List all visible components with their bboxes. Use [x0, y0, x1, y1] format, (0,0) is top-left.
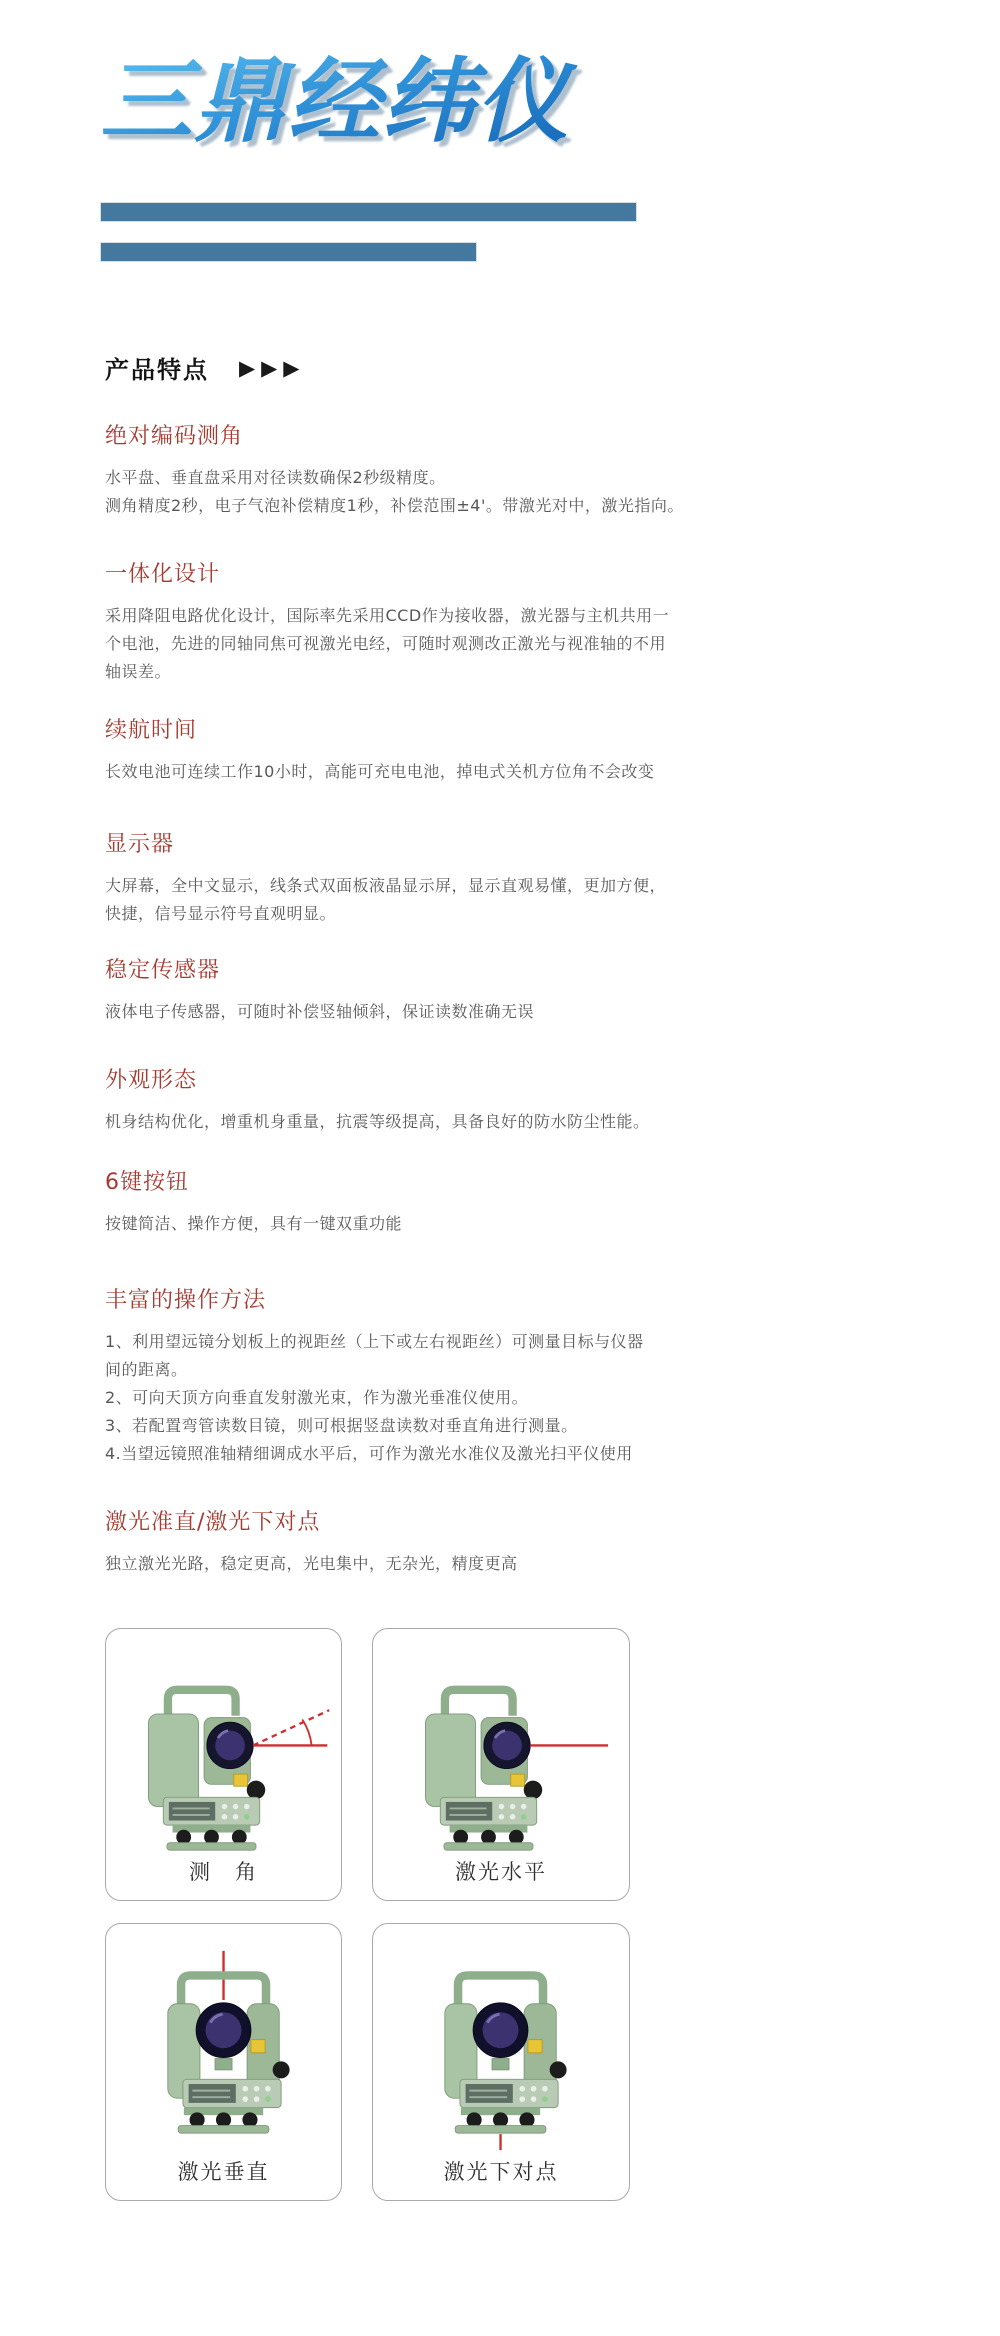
- feature-heading: 续航时间: [105, 718, 198, 743]
- gallery-caption: 激光水平: [455, 1860, 547, 1884]
- feature-heading: 一体化设计: [105, 562, 221, 587]
- feature-heading: 显示器: [105, 832, 175, 857]
- handle: [167, 1690, 235, 1716]
- accent-bar-top: [100, 202, 637, 222]
- gallery-caption: 激光下对点: [443, 2160, 559, 2184]
- feature-text-line: 机身结构优化，增重机身重量，抗震等级提高，具备良好的防水防尘性能。: [105, 1112, 650, 1131]
- feature-text-line: 快捷，信号显示符号直观明显。: [105, 904, 337, 923]
- triple-arrow-icon: ▶▶▶: [239, 356, 306, 380]
- gallery-item-laser-horizontal: [372, 1628, 630, 1901]
- feature-text-line: 液体电子传感器，可随时补偿竖轴倾斜，保证读数准确无误: [105, 1002, 535, 1021]
- focus-knob: [246, 1781, 265, 1800]
- feature-text-line: 4.当望远镜照准轴精细调成水平后，可作为激光水准仪及激光扫平仪使用: [105, 1444, 633, 1463]
- feature-text-line: 按键简洁、操作方便，具有一键双重功能: [105, 1214, 403, 1233]
- feature-text-line: 间的距离。: [105, 1360, 188, 1379]
- section-stable-sensor: [105, 956, 1000, 1026]
- gallery-caption: 激光垂直: [177, 2160, 270, 2184]
- features-title: 产品特点: [105, 355, 209, 384]
- warning-label: [250, 2040, 264, 2053]
- feature-text-line: 独立激光光路，稳定更高，光电集中，无杂光，精度更高: [105, 1554, 518, 1573]
- angle-arc: [302, 1719, 311, 1745]
- theodolite-vertical-up-illustration: [113, 1949, 335, 2152]
- handle: [445, 1690, 513, 1716]
- section-absolute-encoding: [105, 422, 1000, 520]
- section-integrated-design: [105, 560, 1000, 686]
- section-laser-alignment: [105, 1508, 1000, 1578]
- theodolite-horizontal-illustration: [392, 1662, 610, 1852]
- warning-label: [511, 1774, 525, 1786]
- section-appearance: [105, 1066, 1000, 1136]
- features-header: [105, 352, 1000, 382]
- focus-knob: [524, 1781, 543, 1800]
- feature-heading: 绝对编码测角: [105, 424, 244, 449]
- feature-text-line: 采用降阻电路优化设计，国际率先采用CCD作为接收器，激光器与主机共用一: [105, 606, 670, 625]
- section-operation-methods: [105, 1286, 1000, 1468]
- feature-text-line: 1、利用望远镜分划板上的视距丝（上下或左右视距丝）可测量目标与仪器: [105, 1332, 644, 1351]
- accent-bar-bottom: [100, 242, 477, 262]
- gallery-item-laser-vertical: [105, 1923, 342, 2201]
- laser-dashed-line: [253, 1710, 329, 1745]
- theodolite-vertical-down-illustration: [390, 1949, 612, 2152]
- gallery-caption: 测 角: [189, 1860, 258, 1884]
- feature-text-line: 个电池，先进的同轴同焦可视激光电经，可随时观测改正激光与视准轴的不用: [105, 634, 667, 653]
- product-image-gallery: [105, 1628, 1000, 2201]
- theodolite-angle-illustration: [115, 1662, 333, 1852]
- feature-text-line: 测角精度2秒，电子气泡补偿精度1秒，补偿范围±4'。带激光对中，激光指向。: [105, 496, 684, 515]
- gallery-item-laser-plummet: [372, 1923, 630, 2201]
- feature-heading: 稳定传感器: [105, 958, 221, 983]
- brand-title: 三鼎经纬仪: [100, 42, 660, 162]
- feature-text-line: 大屏幕，全中文显示，线条式双面板液晶显示屏，显示直观易懂，更加方便，: [105, 876, 667, 895]
- feature-heading: 6键按钮: [105, 1170, 189, 1195]
- feature-heading: 外观形态: [105, 1068, 198, 1093]
- focus-knob: [550, 2061, 567, 2078]
- feature-heading: 激光准直/激光下对点: [105, 1510, 321, 1535]
- feature-text-line: 2、可向天顶方向垂直发射激光束，作为激光垂准仪使用。: [105, 1388, 529, 1407]
- feature-text-line: 长效电池可连续工作10小时，高能可充电电池，掉电式关机方位角不会改变: [105, 762, 655, 781]
- warning-label: [528, 2040, 542, 2053]
- feature-text-line: 轴误差。: [105, 662, 172, 681]
- section-display: [105, 830, 1000, 928]
- product-detail-page: [0, 42, 1000, 2336]
- section-battery-life: [105, 716, 1000, 786]
- feature-text-line: 3、若配置弯管读数目镜，则可根据竖盘读数对垂直角进行测量。: [105, 1416, 578, 1435]
- focus-knob: [272, 2061, 289, 2078]
- warning-label: [233, 1774, 247, 1786]
- feature-heading: 丰富的操作方法: [105, 1288, 267, 1313]
- feature-text-line: 水平盘、垂直盘采用对径读数确保2秒级精度。: [105, 468, 446, 487]
- gallery-item-angle-measure: [105, 1628, 342, 1901]
- section-six-key-buttons: [105, 1168, 1000, 1238]
